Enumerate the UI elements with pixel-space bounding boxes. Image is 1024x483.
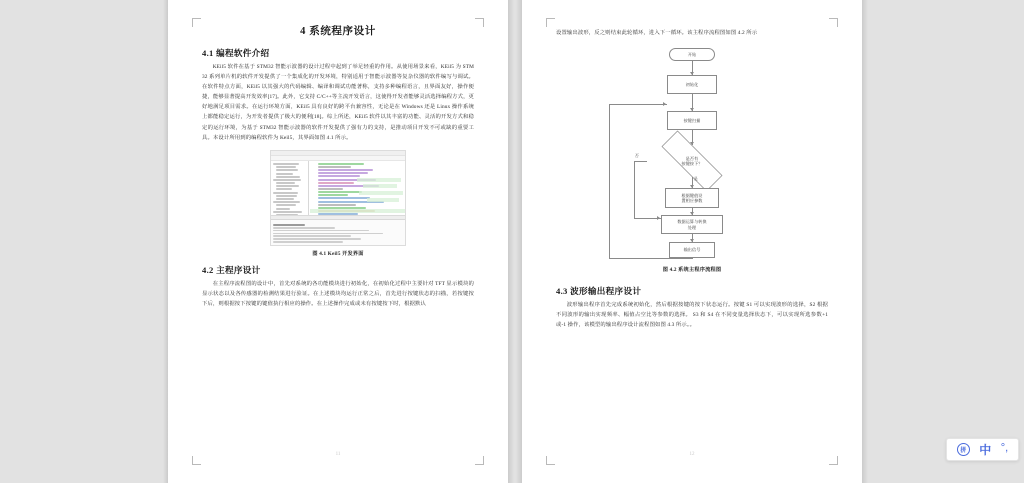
crop-mark-top-left bbox=[546, 18, 555, 27]
keil-build-output-panel bbox=[271, 219, 405, 245]
page-right-shadow bbox=[862, 0, 868, 483]
paragraph-4-3-1: 波形输出程序首先完成系统初始化，然后根据按键的按下状态运行。按键 S1 可以实现波形的选择，S2 根据不同波形的输出实现频率、幅值占空比等参数的选择。 S3 和 S4 在不同变量选择状态下，可以实现所选参数+1 或-1 操作，该模型的输出程序设计流程图如图 4.3 所示。。 bbox=[556, 302, 828, 329]
page-left-body bbox=[202, 14, 474, 309]
crop-mark-bottom-left bbox=[192, 456, 201, 465]
flow-node-decision-key-pressed bbox=[647, 145, 737, 177]
page-number-right: 12 bbox=[689, 452, 695, 457]
crop-mark-bottom-right bbox=[829, 456, 838, 465]
ime-logo-icon[interactable]: 拼 bbox=[957, 443, 970, 456]
section-heading-4-1: 4.1 编程软件介绍 bbox=[202, 48, 270, 58]
flow-arrow-7 bbox=[657, 216, 660, 220]
flow-node-set-params: 根据键值设 置相应参数 bbox=[665, 188, 719, 208]
figure-main-program-flowchart bbox=[577, 48, 807, 260]
document-page-right[interactable] bbox=[522, 0, 862, 483]
flow-node-output-signal: 输出信号 bbox=[669, 242, 715, 258]
document-page-left[interactable] bbox=[168, 0, 508, 483]
crop-mark-bottom-left bbox=[546, 456, 555, 465]
crop-mark-top-left bbox=[192, 18, 201, 27]
flow-node-key-scan: 按键扫描 bbox=[667, 111, 717, 130]
crop-mark-top-right bbox=[829, 18, 838, 27]
section-heading-4-3: 4.3 波形输出程序设计 bbox=[556, 286, 642, 297]
figure-caption-4-1: 图 4.1 Keil5 开发界面 bbox=[312, 250, 364, 257]
section-heading-4-2: 4.2 主程序设计 bbox=[202, 264, 261, 275]
chapter-title: 4 系统程序设计 bbox=[300, 26, 376, 37]
flow-node-init: 初始化 bbox=[667, 75, 717, 94]
keil-highlight-band-5 bbox=[367, 198, 399, 202]
paragraph-continuation: 设置输出波形，反之则结束此轮循环，进入下一循环。该主程序流程图如图 4.2 所示 bbox=[556, 30, 758, 36]
flow-edge-label-no: 否 bbox=[635, 154, 639, 159]
flow-loop-outer-h-bottom bbox=[609, 258, 692, 259]
keil-highlight-band-1 bbox=[310, 209, 405, 213]
ime-language-mode-toggle[interactable]: 中 bbox=[979, 442, 992, 457]
flow-loop-no-v1 bbox=[634, 161, 635, 218]
page-number-left: 11 bbox=[335, 452, 341, 457]
keil-project-tree bbox=[271, 161, 309, 219]
ime-status-bar[interactable] bbox=[946, 438, 1019, 461]
crop-mark-top-right bbox=[475, 18, 484, 27]
keil-highlight-band-4 bbox=[359, 191, 403, 195]
page-right-body bbox=[556, 14, 828, 330]
keil-highlight-band-2 bbox=[357, 178, 401, 182]
crop-mark-bottom-right bbox=[475, 456, 484, 465]
flow-arrow-8 bbox=[663, 102, 666, 106]
flow-node-decision-label: 是否有 按键按下？ bbox=[681, 155, 703, 167]
flow-node-data-process: 数据运算与转换 处理 bbox=[661, 215, 723, 234]
flow-loop-outer-join bbox=[692, 258, 693, 259]
figure-keil-ide-screenshot bbox=[270, 150, 406, 246]
flow-node-start: 开始 bbox=[669, 48, 715, 61]
flow-loop-outer-v bbox=[609, 104, 610, 259]
paragraph-4-2-1: 在主程序流程图的设计中，首先对系统的各功能模块进行初始化，在初始化过程中主要针对 TFT 显示模块的显示状态以及各传感器的检测结果进行验证。在上述模块均运行正常之后，首先进行按键状态的扫描，若按键按下后，则根据按下按键的键值执行相应的操作。在上述操作完成或未有按键按下时，根据默认 bbox=[202, 280, 474, 307]
ime-punctuation-toggle-icon[interactable]: °, bbox=[1000, 442, 1009, 454]
flow-edge-label-yes: 是 bbox=[694, 177, 698, 182]
figure-caption-4-2: 图 4.2 系统主程序流程图 bbox=[662, 267, 722, 274]
paragraph-4-1-1: KEil5 软件在基于 STM32 智能示波器的设计过程中起到了举足轻重的作用。从使用场景来看，KEil5 为 STM32 系列单片机的软件开发提供了一个集成化的开发环境，特别适用于智能示波器等复杂仪器的软件编写与调试。在软件特点方面，KEil5 以其强大的代码编辑、编译和调试功能著称，支持多种编程语言，且界面友好，操作便捷，能够显著提高开发效率[17]。此外，它支持 C/C++等主流开发语言，这使得开发者能够灵活选择编程方式，更好地满足项目需求。在运行环境方面，KEil5 具有良好的跨平台兼容性，无论是在 Windows 还是 Linux 操作系统上都能稳定运行，为开发者提供了极大的便利[18]。综上所述，KEil5 软件以其丰富的功能、灵活的开发方式和稳定的运行环境，为基于 STM32 智能示波器的软件开发提供了强有力的支持，是推动项目开发不可或缺的重要工具。本设计所用到的编程软件为 Keil5，其界面如图 4.1 所示。 bbox=[202, 64, 474, 141]
page-gutter-shadow-left bbox=[508, 0, 514, 483]
flow-loop-no-h1 bbox=[634, 161, 647, 162]
flow-loop-outer-h-top bbox=[609, 104, 667, 105]
keil-highlight-band-3 bbox=[363, 184, 397, 188]
